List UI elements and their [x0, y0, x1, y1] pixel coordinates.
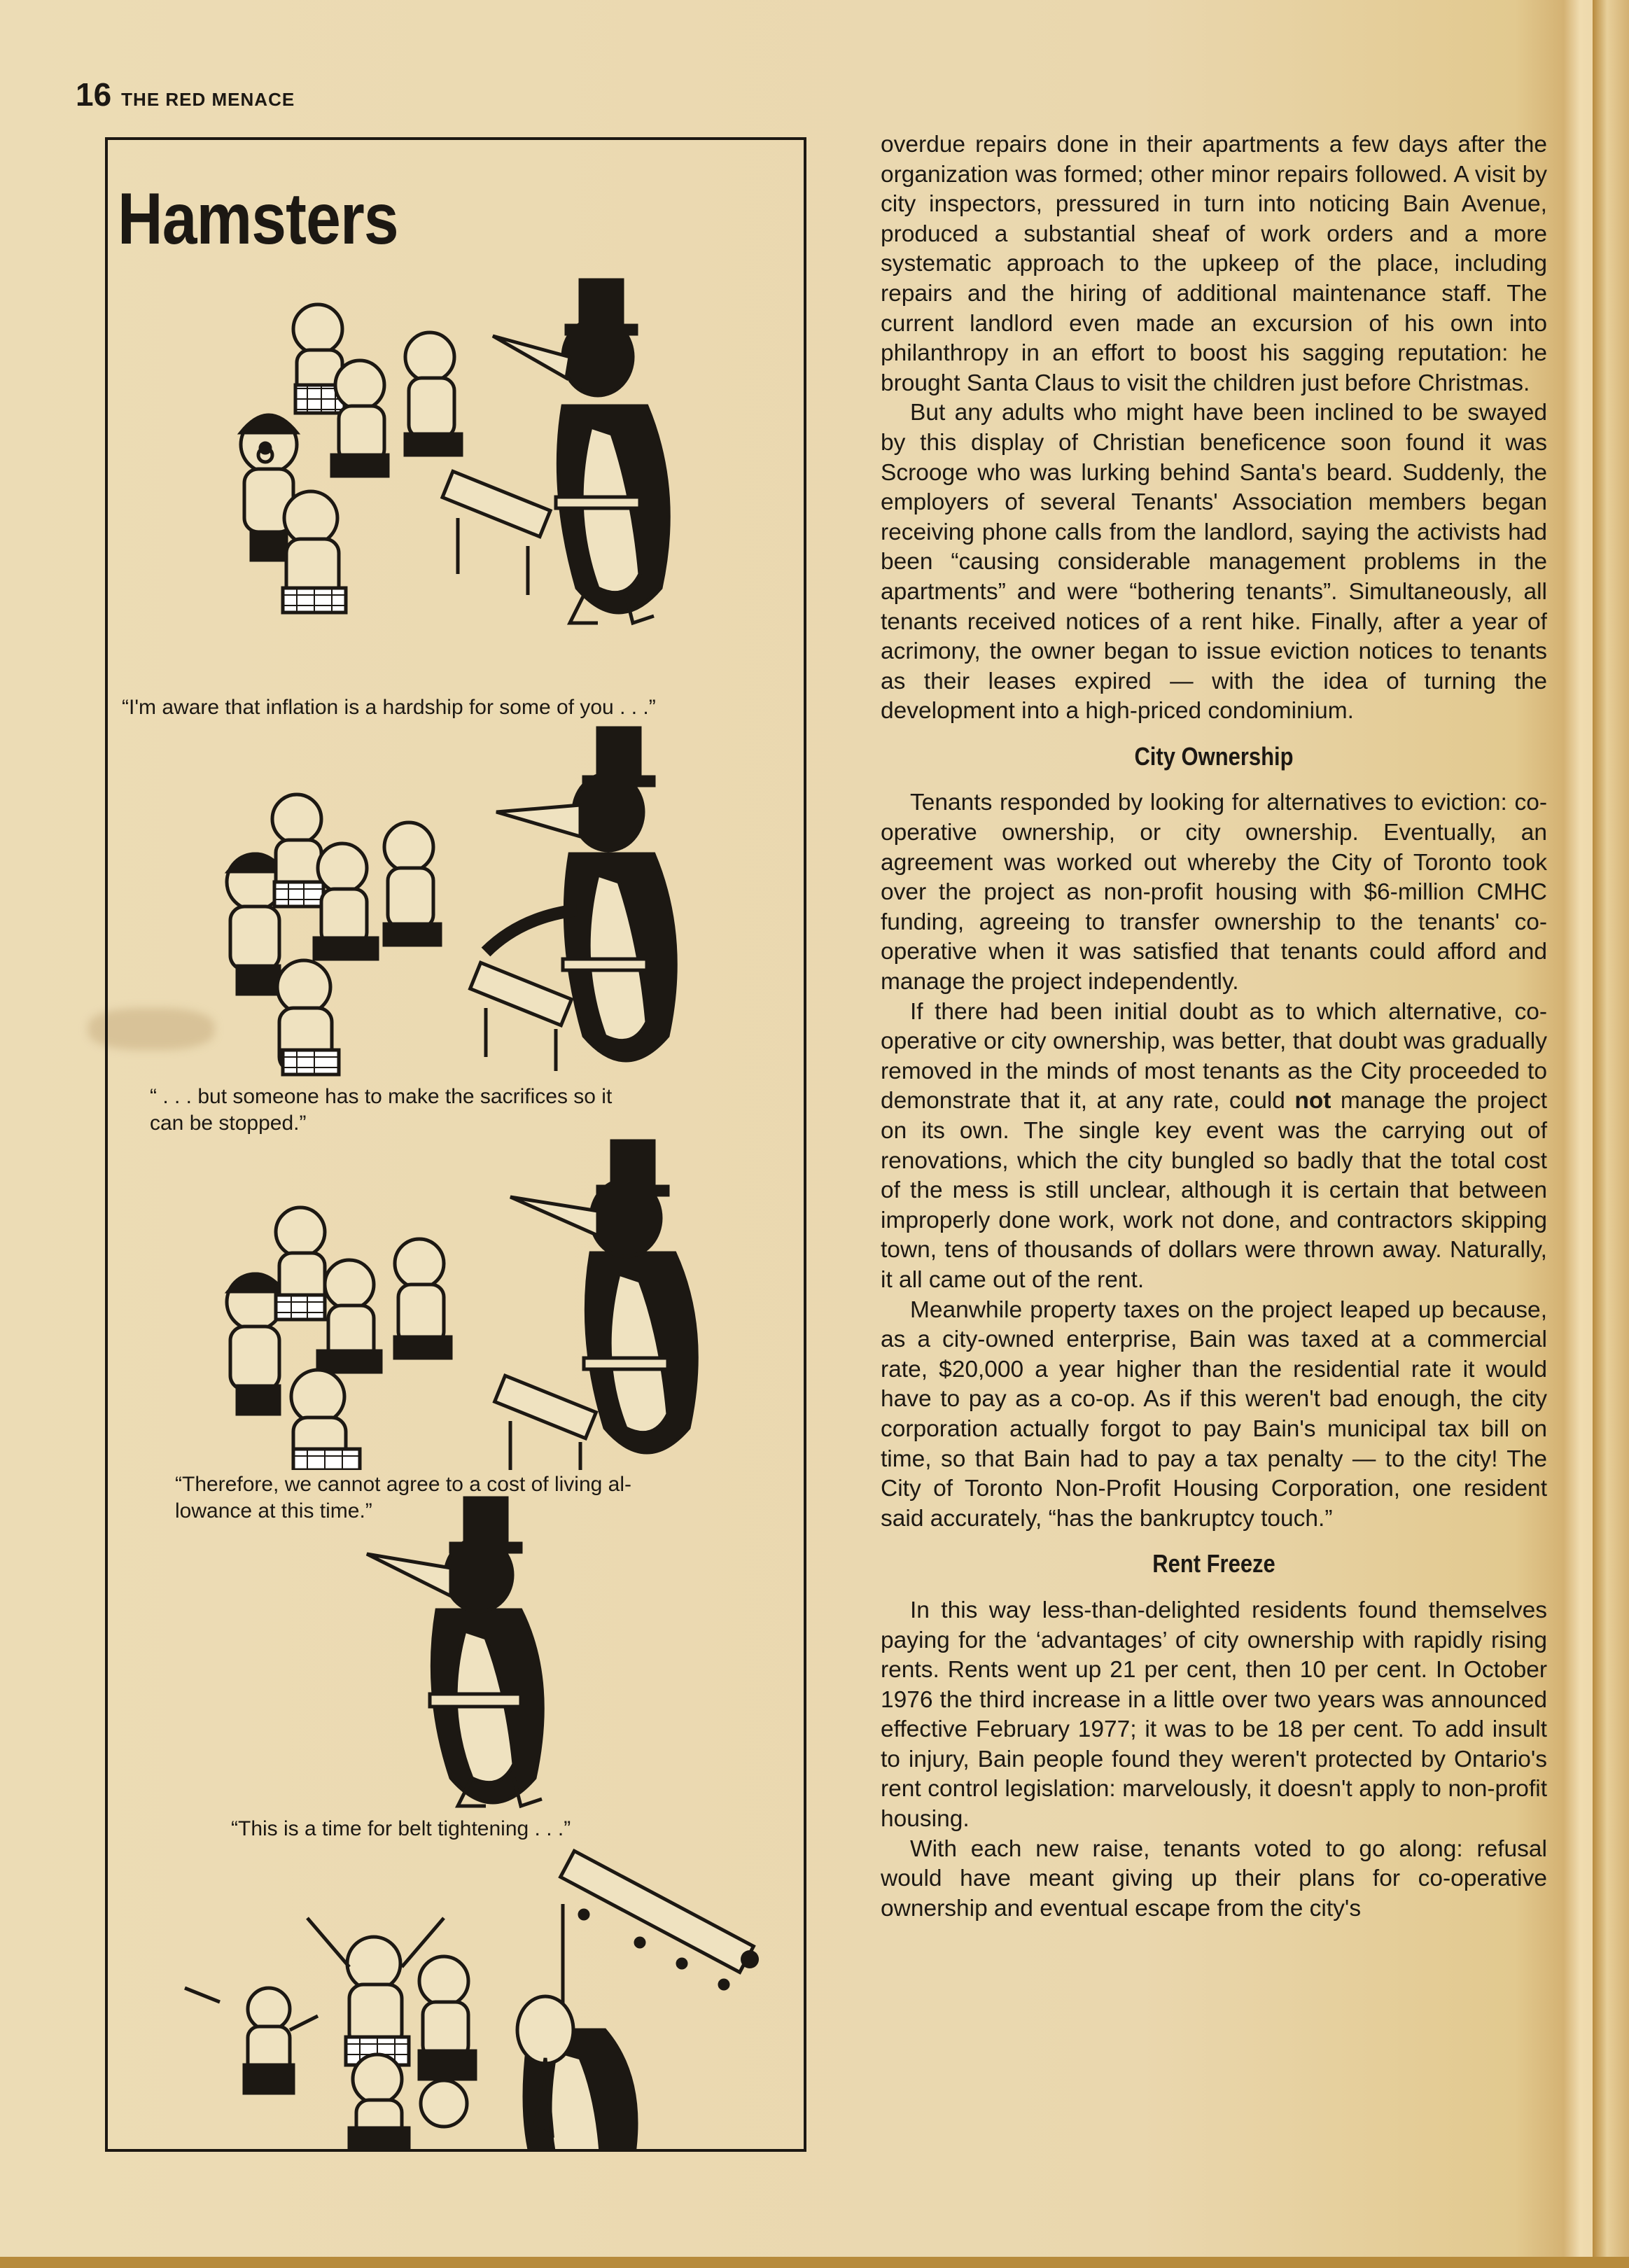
- comic-title: Hamsters: [118, 178, 398, 260]
- ink-dot: [741, 1950, 759, 1968]
- section-heading-city-ownership: City Ownership: [1134, 741, 1294, 771]
- comic-panel-5: [108, 1736, 809, 2149]
- page-bottom-edge: [0, 2257, 1629, 2268]
- article-column-upper: [881, 130, 1547, 1924]
- page-number: 16: [76, 76, 112, 113]
- article-paragraph-2: But any adults who might have been inclined to be swayed by this display of Christian beneficence soon found it was Scrooge who was lurking behind Santa's beard. Suddenly, the employers of several Tenants' Association members began receiving phone calls from the landlord, saying the activists had been “causing considerable management problems in the apartments” and were “bothering tenants”. Simultaneously, all tenants received notices of a rent hike. Finally, after a year of acrimony, the owner began to issue eviction notices to tenants as their leases expired — with the idea of turning the development into a high-priced condominium.: [881, 400, 1547, 724]
- panel-1-caption: “I'm aware that inflation is a hardship for some of you . . .”: [122, 696, 656, 719]
- section-heading-rent-freeze: Rent Freeze: [1152, 1549, 1275, 1578]
- publication-name: THE RED MENACE: [121, 89, 295, 110]
- panel-5-illustration: [108, 1736, 809, 2149]
- article-emphasis-not: not: [1294, 1088, 1331, 1114]
- article-paragraph-7: With each new raise, tenants voted to go along: refusal would have meant giving up their plans for co-operative ownership and eventual escape from the city's: [881, 1835, 1547, 1921]
- panel-4-caption: “This is a time for belt tightening . . .”: [231, 1817, 571, 1840]
- article-paragraph-1: overdue repairs done in their apartments a few days after the organization was formed; other minor repairs followed. A visit by city inspectors, pressured in turn into noticing Bain Avenue, produced a substantial sheaf of work orders and a more systematic approach to the upkeep of the place, including repairs and the hiring of additional maintenance staff. The current landlord even made an excursion of his own into philanthropy in an effort to boost his sagging reputation: he brought Santa Claus to visit the children just before Christmas.: [881, 132, 1547, 396]
- article-paragraph-6: In this way less-than-delighted residents found themselves paying for the ‘advantages’ of city ownership with rapidly rising rents. Rents went up 21 per cent, then 10 per cent. In October 1976 the third increase in a little over two years was announced effective February 1977; it was to be 18 per cent. To add insult to injury, Bain people found they weren't protected by Ontario's rent control legislation: marvelously, it doesn't apply to non-profit housing.: [881, 1597, 1547, 1833]
- comic-strip: [105, 137, 806, 2152]
- page-edge: [1593, 0, 1629, 2268]
- page-header: [76, 76, 295, 113]
- panel-2-caption: “ . . . but someone has to make the sacrifices so it can be stopped.”: [150, 1085, 613, 1135]
- article-paragraph-4: [881, 997, 1547, 1296]
- article-paragraph-5: Meanwhile property taxes on the project leaped up because, as a city-owned enterprise, Bain was taxed at a commercial rate, $20,000 a year higher than the residential rate it would have to pay as a co-op. As if this weren't bad enough, the city corporation actually forgot to pay Bain's municipal tax bill on time, so that Bain had to pay a tax penalty — to the city! The City of Toronto Non-Profit Housing Corporation, one resident said accurately, “has the bankruptcy touch.”: [881, 1296, 1547, 1532]
- article-paragraph-4-part-2: manage the project on its own. The single key event was the carrying out of renovations, which the city bungled so badly that the total cost of the mess is still unclear, although it is certain that between improperly done work, work not done, and contractors skipping town, tens of thousands of dollars were thrown away. Naturally, it all came out of the rent.: [881, 1088, 1547, 1293]
- panel-3-caption: “Therefore, we cannot agree to a cost of living al- lowance at this time.”: [175, 1473, 632, 1522]
- article-paragraph-4-part-1: If there had been initial doubt as to which alternative, co-operative or city ownership, was better, that doubt was gradually removed in the minds of most tenants as the City proceeded to demonstrate that it, at any rate, could: [881, 998, 1547, 1114]
- article-paragraph-3: Tenants responded by looking for alternatives to eviction: co-operative ownership, or city ownership. Eventually, an agreement was worked out whereby the City of Toronto took over the project as non-profit housing with $6-million CMHC funding, agreeing to transfer ownership to the tenants' co-operative when it was satisfied that tenants could afford and manage the project independently.: [881, 790, 1547, 995]
